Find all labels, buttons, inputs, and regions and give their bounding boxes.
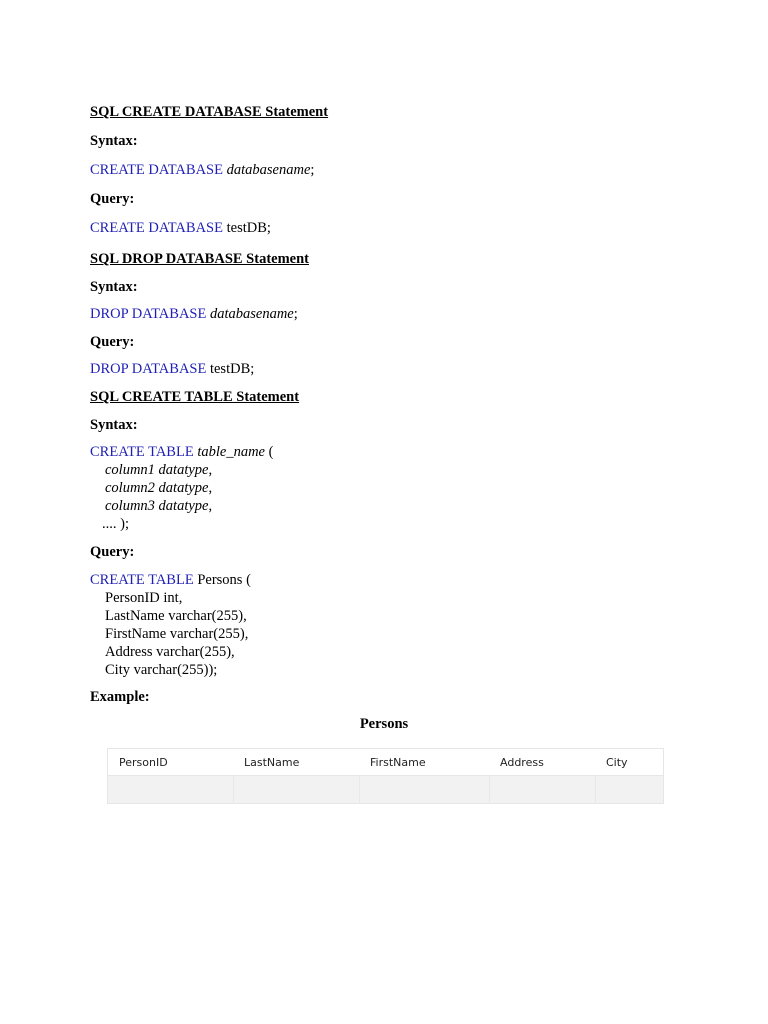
- section-heading-drop-database: SQL DROP DATABASE Statement: [90, 251, 309, 267]
- document-body: [90, 103, 690, 706]
- query-label: Query:: [90, 334, 135, 350]
- sql-keyword: CREATE TABLE: [90, 444, 194, 460]
- column-header-personid: PersonID: [108, 749, 234, 776]
- syntax-line: [90, 305, 690, 323]
- table-cell: [233, 776, 359, 804]
- sql-open-paren: (: [264, 444, 274, 460]
- syntax-label: Syntax:: [90, 133, 138, 149]
- query-column-line: PersonID int,: [105, 590, 183, 606]
- sql-keyword: CREATE DATABASE: [90, 220, 223, 236]
- query-label: Query:: [90, 191, 135, 207]
- sql-keyword: CREATE TABLE: [90, 572, 194, 588]
- query-column-line: Address varchar(255),: [105, 644, 235, 660]
- section-heading-create-database: SQL CREATE DATABASE Statement: [90, 104, 329, 120]
- syntax-column-sep: ,: [208, 498, 213, 514]
- syntax-line: [90, 443, 690, 461]
- sql-keyword: CREATE DATABASE: [90, 162, 223, 178]
- query-column-line: City varchar(255));: [105, 662, 218, 678]
- syntax-column-line: [90, 497, 690, 515]
- syntax-column-sep: ,: [208, 462, 213, 478]
- sql-query-rest: testDB;: [222, 220, 271, 236]
- table-cell: [489, 776, 595, 804]
- section-heading-create-table: SQL CREATE TABLE Statement: [90, 389, 300, 405]
- column-header-firstname: FirstName: [359, 749, 489, 776]
- query-label: Query:: [90, 544, 135, 560]
- sql-keyword: DROP DATABASE: [90, 361, 207, 377]
- example-label: Example:: [90, 689, 150, 705]
- sql-keyword: DROP DATABASE: [90, 306, 207, 322]
- syntax-label: Syntax:: [90, 279, 138, 295]
- query-line: [90, 360, 690, 378]
- syntax-column-line: [90, 479, 690, 497]
- persons-table: [107, 748, 664, 804]
- syntax-column-line: [90, 461, 690, 479]
- table-cell: [108, 776, 234, 804]
- syntax-close-line: .... );: [102, 516, 129, 532]
- sql-terminator: ;: [310, 162, 315, 178]
- table-cell: [595, 776, 664, 804]
- query-column-line: FirstName varchar(255),: [105, 626, 249, 642]
- column-header-lastname: LastName: [233, 749, 359, 776]
- table-cell: [359, 776, 489, 804]
- syntax-column: column3 datatype: [105, 498, 209, 514]
- sql-query-rest: testDB;: [206, 361, 255, 377]
- table-header-row: [108, 749, 664, 776]
- sql-argument: table_name: [197, 444, 265, 460]
- sql-argument: databasename: [209, 306, 294, 322]
- table-caption: Persons: [359, 716, 409, 732]
- table-row: [108, 776, 664, 804]
- query-column-line: LastName varchar(255),: [105, 608, 247, 624]
- sql-argument: databasename: [226, 162, 311, 178]
- query-line: [90, 571, 690, 589]
- column-header-address: Address: [489, 749, 595, 776]
- sql-terminator: ;: [293, 306, 298, 322]
- syntax-column: column2 datatype: [105, 480, 209, 496]
- query-line: [90, 219, 690, 237]
- syntax-label: Syntax:: [90, 417, 138, 433]
- column-header-city: City: [595, 749, 664, 776]
- syntax-column-sep: ,: [208, 480, 213, 496]
- syntax-column: column1 datatype: [105, 462, 209, 478]
- sql-query-rest: Persons (: [193, 572, 251, 588]
- syntax-line: [90, 161, 690, 179]
